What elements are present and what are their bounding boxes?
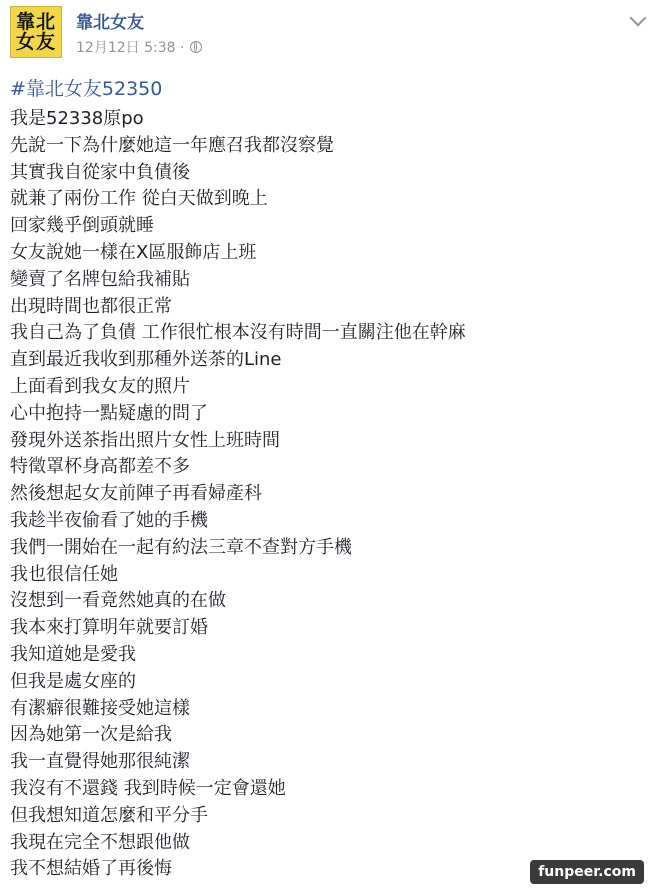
post-text-line: 先說一下為什麼她這一年應召我都沒察覺: [10, 134, 334, 156]
post-text-line: 就兼了兩份工作 從白天做到晚上: [10, 188, 268, 210]
post-text-line: 我也很信任她: [10, 563, 118, 585]
post-text-line: 但我想知道怎麼和平分手: [10, 804, 208, 826]
post-text-line: 因為她第一次是給我: [10, 724, 172, 746]
post-text-line: 我們一開始在一起有約法三章不查對方手機: [10, 536, 352, 558]
post-text-line: 心中抱持一點疑慮的問了: [10, 402, 208, 424]
post-text-line: 沒想到一看竟然她真的在做: [10, 590, 226, 612]
post-text-line: 其實我自從家中負債後: [10, 161, 190, 183]
post-text-line: 我是52338原po: [10, 108, 144, 129]
post-text-line: 回家幾乎倒頭就睡: [10, 215, 154, 237]
post-text-line: 發現外送茶指出照片女性上班時間: [10, 429, 280, 451]
post-text-line: 女友說她一樣在X區服飾店上班: [10, 241, 257, 263]
post-timestamp[interactable]: 12月12日 5:38 ·: [76, 40, 185, 56]
post-text-line: 我不想結婚了再後悔: [10, 858, 172, 880]
post-text-line: 上面看到我女友的照片: [10, 375, 190, 397]
post-text-line: 我知道她是愛我: [10, 643, 136, 665]
post-text-line: 我本來打算明年就要訂婚: [10, 617, 208, 639]
post-body: [10, 106, 650, 883]
post-text-line: 然後想起女友前陣子再看婦產科: [10, 483, 262, 505]
post-header: [10, 6, 650, 62]
post-text-line: 但我是處女座的: [10, 670, 136, 692]
avatar[interactable]: [10, 6, 62, 58]
post-meta: [76, 37, 202, 57]
hashtag-link[interactable]: #靠北女友52350: [10, 78, 163, 100]
post-text-line: 我一直覺得她那很純潔: [10, 751, 190, 773]
post-text-line: 我現在完全不想跟他做: [10, 831, 190, 853]
post-text-line: 出現時間也都很正常: [10, 295, 172, 317]
page-name-link[interactable]: 靠北女友: [76, 13, 144, 33]
post-text-line: 我自己為了負債 工作很忙根本沒有時間一直關注他在幹麻: [10, 322, 466, 344]
post-text-line: 有潔癖很難接受她這樣: [10, 697, 190, 719]
chevron-down-icon[interactable]: [630, 10, 647, 27]
post-text-line: 我沒有不還錢 我到時候一定會還她: [10, 777, 286, 799]
post-text-line: 直到最近我收到那種外送茶的Line: [10, 349, 282, 371]
avatar-logo-text: 靠北女友: [15, 11, 56, 53]
globe-icon: [190, 41, 202, 53]
post-text-line: 變賣了名牌包給我補貼: [10, 268, 190, 290]
post-text-line: 特徵罩杯身高都差不多: [10, 456, 190, 478]
post-text-line: 我趁半夜偷看了她的手機: [10, 509, 208, 531]
watermark: funpeer.com: [530, 860, 644, 884]
